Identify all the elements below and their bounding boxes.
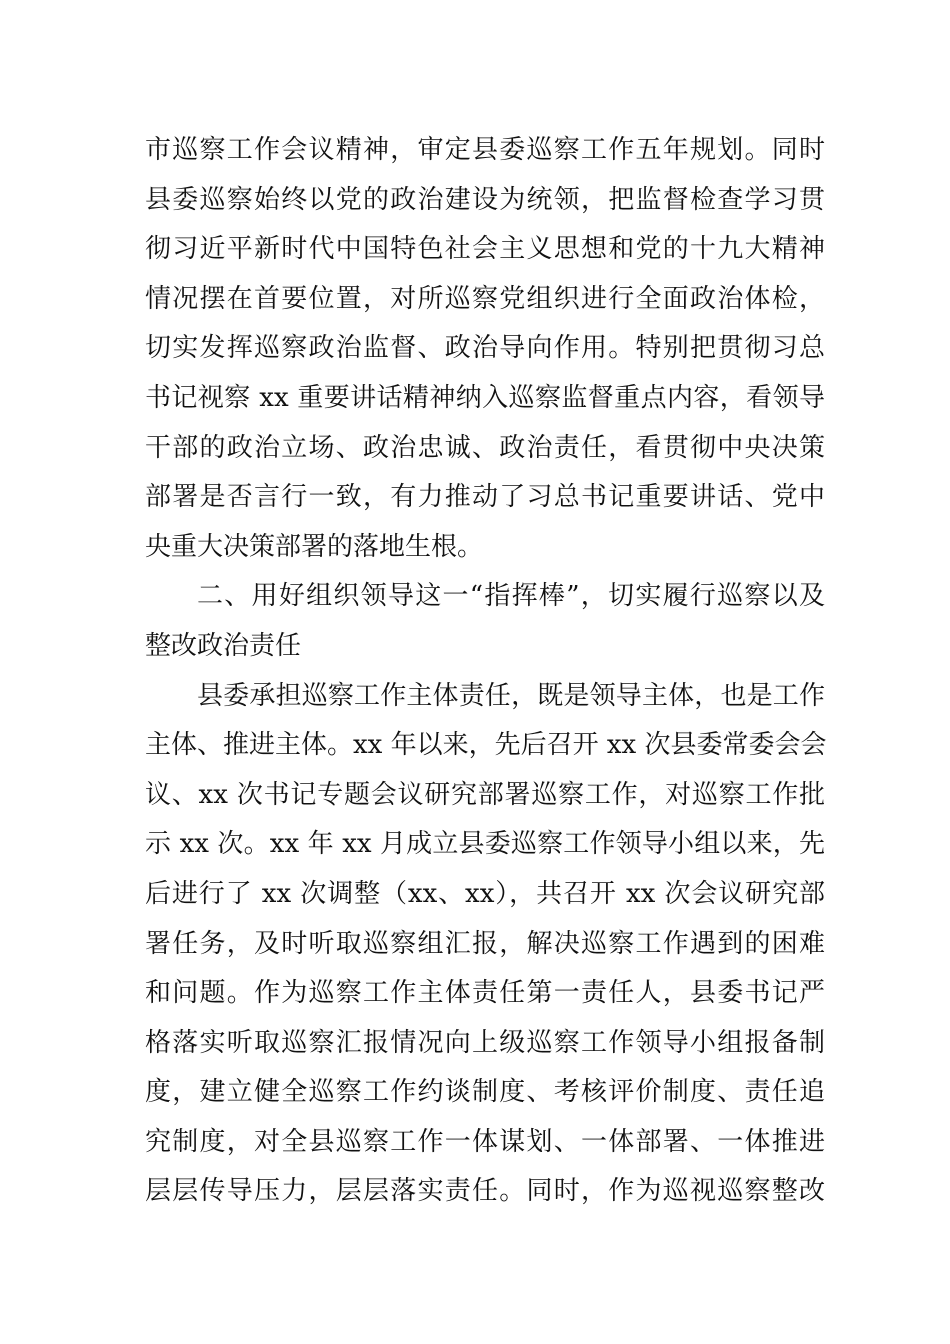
- text-line: 层层传导压力，层层落实责任。同时，作为巡视巡察整改: [145, 1176, 825, 1207]
- text-line: 议、xx 次书记专题会议研究部署巡察工作，对巡察工作批: [145, 779, 825, 810]
- section-heading-continued: 整改政治责任: [145, 630, 302, 661]
- text-line: 县委巡察始终以党的政治建设为统领，把监督检查学习贯: [145, 184, 825, 215]
- text-line: 干部的政治立场、政治忠诚、政治责任，看贯彻中央决策: [145, 432, 825, 463]
- text-line: 市巡察工作会议精神，审定县委巡察工作五年规划。同时: [145, 135, 825, 165]
- text-line: 后进行了 xx 次调整（xx、xx），共召开 xx 次会议研究部: [145, 878, 825, 909]
- text-line: 县委承担巡察工作主体责任，既是领导主体，也是工作: [197, 680, 825, 711]
- text-line: 度，建立健全巡察工作约谈制度、考核评价制度、责任追: [145, 1077, 825, 1108]
- text-line: 情况摆在首要位置，对所巡察党组织进行全面政治体检，: [145, 283, 825, 314]
- text-line: 央重大决策部署的落地生根。: [145, 531, 484, 562]
- text-line: 彻习近平新时代中国特色社会主义思想和党的十九大精神: [145, 234, 825, 265]
- text-line: 书记视察 xx 重要讲话精神纳入巡察监督重点内容，看领导: [145, 382, 825, 413]
- body-text: [145, 126, 825, 1217]
- section-heading: 二、用好组织领导这一“指挥棒”，切实履行巡察以及: [197, 581, 825, 612]
- text-line: 署任务，及时听取巡察组汇报，解决巡察工作遇到的困难: [145, 928, 825, 959]
- text-line: 主体、推进主体。xx 年以来，先后召开 xx 次县委常委会会: [145, 730, 827, 761]
- text-line: 示 xx 次。xx 年 xx 月成立县委巡察工作领导小组以来，先: [145, 829, 825, 860]
- text-line: 究制度，对全县巡察工作一体谋划、一体部署、一体推进: [145, 1126, 825, 1157]
- text-line: 和问题。作为巡察工作主体责任第一责任人，县委书记严: [145, 978, 825, 1009]
- text-line: 部署是否言行一致，有力推动了习总书记重要讲话、党中: [145, 482, 825, 513]
- text-line: 格落实听取巡察汇报情况向上级巡察工作领导小组报备制: [145, 1027, 825, 1058]
- text-line: 切实发挥巡察政治监督、政治导向作用。特别把贯彻习总: [145, 333, 825, 364]
